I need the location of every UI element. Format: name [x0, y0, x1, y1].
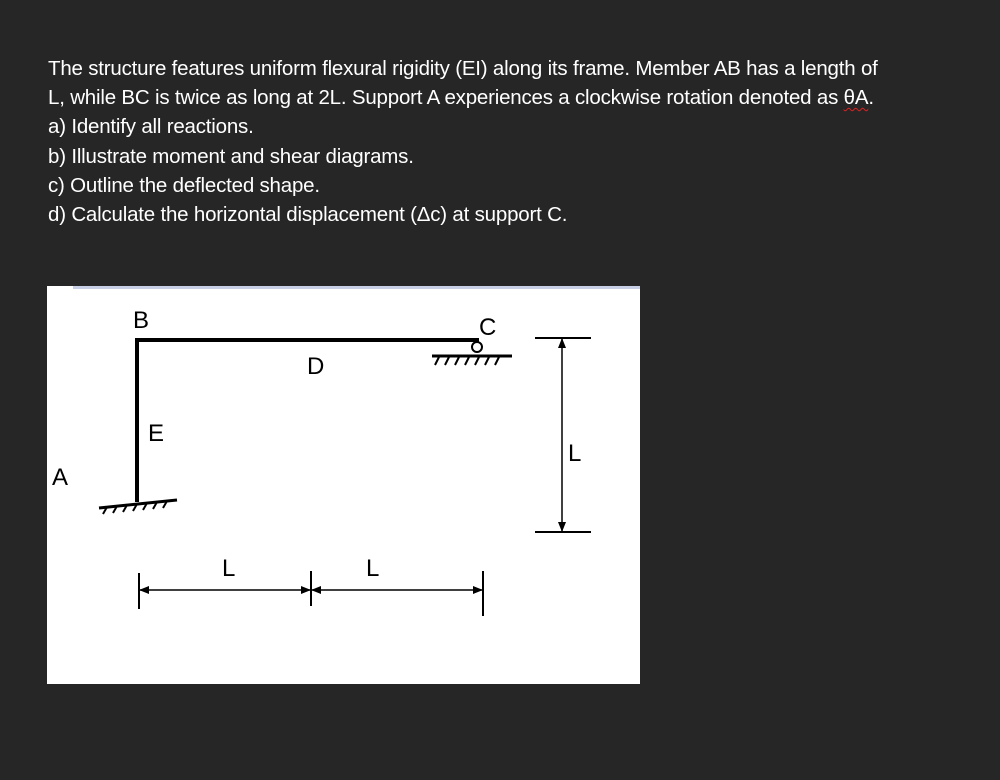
label-e: E — [148, 420, 165, 447]
frame-diagram — [47, 286, 640, 684]
frame-diagram-svg — [47, 286, 640, 684]
fixed-support-a — [99, 500, 177, 514]
label-a: A — [52, 464, 69, 491]
dimension-label-left: L — [222, 555, 236, 582]
statement-line-2-period: . — [868, 86, 874, 110]
dimension-label-right: L — [366, 555, 380, 582]
horizontal-dimension — [139, 571, 483, 616]
part-b: b) Illustrate moment and shear diagrams. — [48, 144, 414, 168]
vertical-dimension — [535, 338, 591, 532]
statement-line-1: The structure features uniform flexural rigidity (EI) along its frame. Member AB has a length of — [48, 57, 878, 80]
statement-line-2-text: L, while BC is twice as long at 2L. Support A experiences a clockwise rotation denoted as — [48, 86, 844, 110]
part-c: c) Outline the deflected shape. — [48, 173, 320, 197]
dimension-label-vertical: L — [568, 440, 582, 467]
label-b: B — [133, 307, 150, 334]
part-a: a) Identify all reactions. — [48, 115, 254, 139]
label-c: C — [479, 314, 497, 341]
theta-a-symbol: θA — [843, 86, 869, 110]
roller-support-c — [432, 342, 512, 365]
label-d: D — [307, 353, 325, 380]
problem-statement — [48, 54, 978, 229]
part-d: d) Calculate the horizontal displacement (Δc) at support C. — [48, 203, 568, 227]
statement-line-2 — [48, 83, 978, 112]
